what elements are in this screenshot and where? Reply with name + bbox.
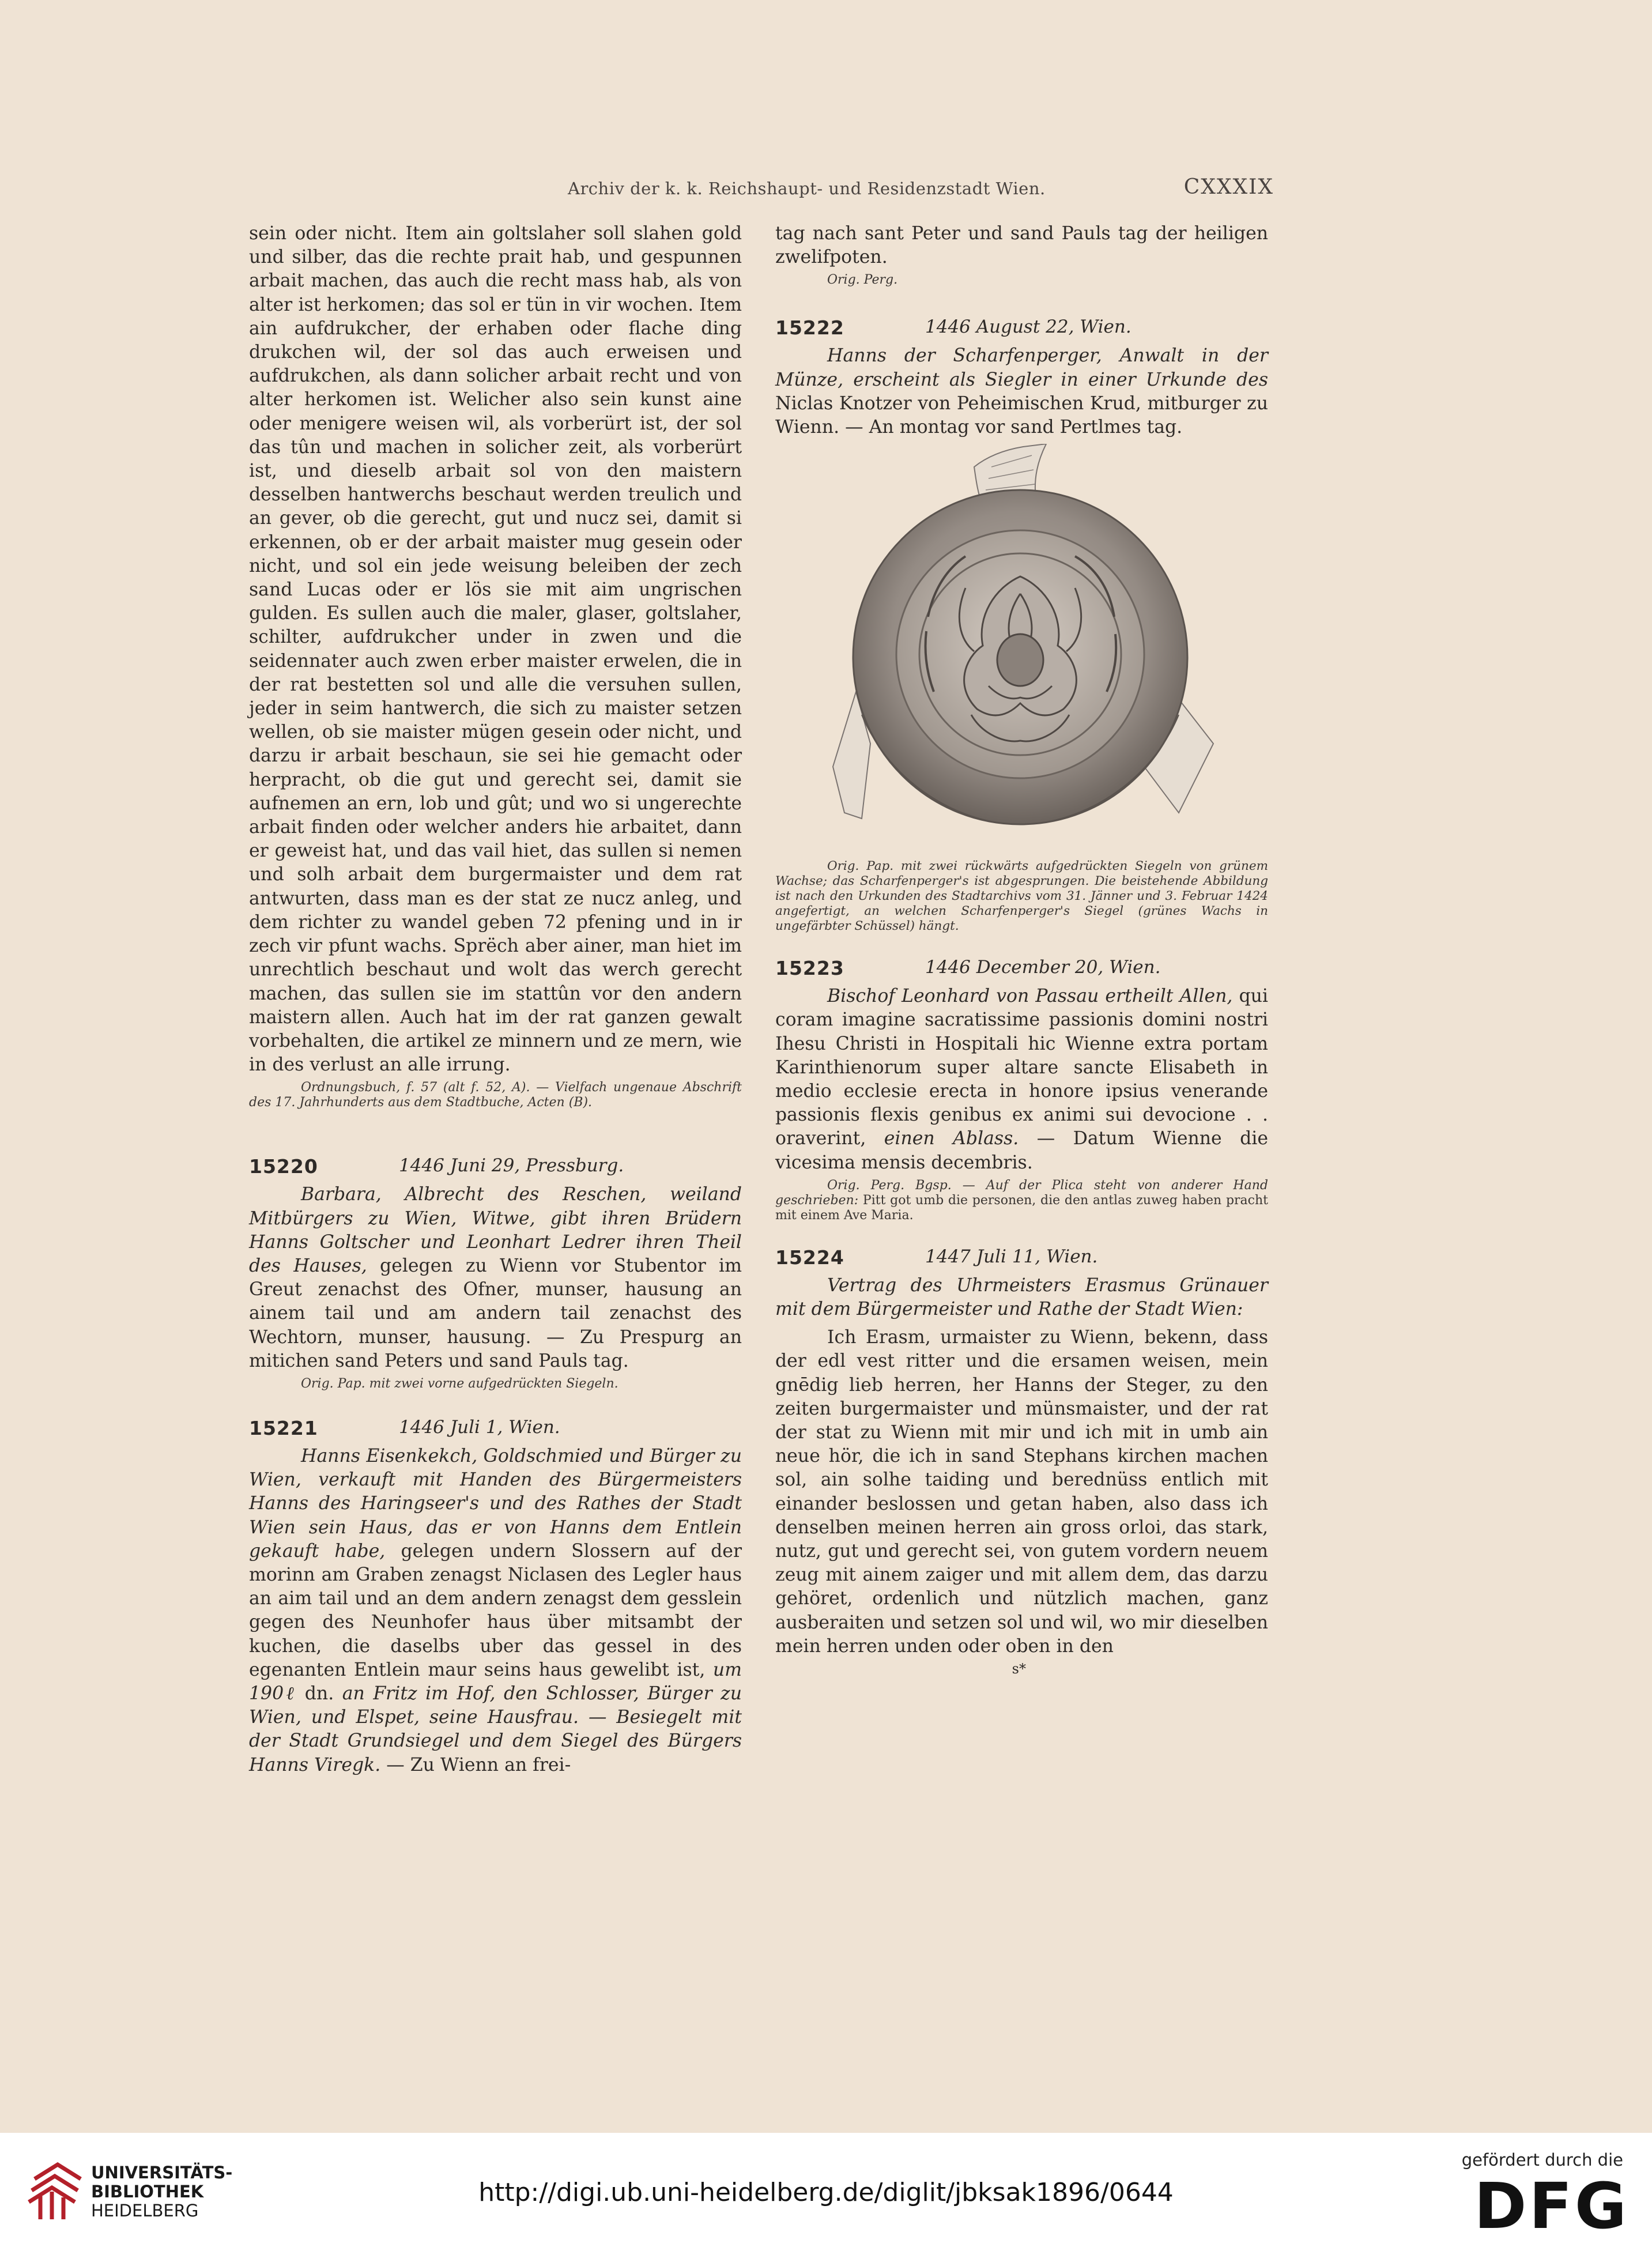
page-number: CXXXIX xyxy=(1183,175,1274,199)
entry-regest: Vertrag des Uhrmeisters Erasmus Grünauer mit dem Bürgermeister und Rathe der Stadt Wien: xyxy=(775,1275,1268,1320)
entry-text: gelegen undern Slossern auf der morinn am Graben zenagst Niclasen des Legler haus an aim tail und an dem andern zenagst dem gesslein gegen des Neunhofer haus über mitsambt der kuchen, die daselbs uber das gessel in des egenanten Entlein maur seins haus gewelibt ist, xyxy=(249,1540,742,1680)
continued-note: Orig. Perg. xyxy=(827,273,898,288)
left-column xyxy=(249,222,742,1777)
entry-15224-body: Ich Erasm, urmaister zu Wienn, bekenn, dass der edl vest ritter und die ersamen weisen, mein gnēdig lieb herren, her Hanns der Steger, zu den zeiten burgermaister und münsmaister, und der rat der stat zu Wienn mit mir und ich mit in umb ain neue hör, die ich in sand Stephans kirchen machen sol, ain solhe taiding und berednüss entlich mit einander beslossen und getan haben, also dass ich denselben meinen herren ain gross orloi, das stark, nutz, gut und gerecht sei, von gutem vordern neuem zeug mit ainem zaiger und mit allem dem, das darzu gehöret, ordenlich und nützlich machen, ganz ausberaiten und setzen sol und wil, wo mir dieselben mein herren unden oder oben in den xyxy=(775,1327,1268,1657)
seal-illustration xyxy=(775,444,1268,859)
dfg-logo: DFG xyxy=(1474,2169,1629,2243)
entry-text-denar: dn. xyxy=(304,1683,334,1704)
entry-15224-regest xyxy=(775,1274,1268,1321)
entry-regest: Barbara, Albrecht des Reschen, weiland Mitbürgers zu Wien, Witwe, gibt ihren Brüdern Hanns Goltscher und Leonhart Ledrer ihren Theil des Hauses, xyxy=(249,1184,742,1276)
entry-number: 15220 xyxy=(249,1155,318,1178)
entry-15221-body xyxy=(249,1445,742,1777)
entry-15223-body xyxy=(775,985,1268,1175)
entry-text: gelegen zu Wienn vor Stubentor im Greut zenachst des Ofner, munser, hausung an ainem tail und am andern tail zenachst des Wechtorn, munser, hausung. — Zu Prespurg an mitichen sand Peters und sand Pauls tag. xyxy=(249,1255,742,1371)
entry-15220-body xyxy=(249,1183,742,1373)
entry-15222-heading xyxy=(775,316,1268,344)
entry-regest: Bischof Leonhard von Passau ertheilt Allen, xyxy=(827,986,1233,1007)
library-name-line2: BIBLIOTHEK xyxy=(91,2182,204,2201)
entry-15224-heading xyxy=(775,1246,1268,1274)
entry-regest: Hanns der Scharfenperger, Anwalt in der Münze, erscheint als Siegler in einer Urkunde des xyxy=(775,345,1268,390)
entry-regest-b: einen Ablass. xyxy=(884,1128,1019,1149)
entry-date: 1446 Juli 1, Wien. xyxy=(399,1416,560,1438)
entry-15223-heading xyxy=(775,957,1268,985)
entry-date: 1447 Juli 11, Wien. xyxy=(925,1246,1098,1267)
entry-price: um 190 xyxy=(249,1659,742,1704)
signature-mark: s* xyxy=(1012,1661,1026,1677)
funded-by-label: gefördert durch die xyxy=(1461,2150,1623,2170)
entry-regest: Hanns Eisenkekch, Goldschmied und Bürger zu Wien, verkauft mit Handen des Bürgermeisters Hanns des Haringseer's und des Rathes der Stadt Wien sein Haus, das er von Hanns dem Entlein gekauft habe, xyxy=(249,1445,742,1562)
entry-number: 15221 xyxy=(249,1416,318,1439)
entry-text-end: — Zu Wienn an frei- xyxy=(386,1754,571,1775)
note-part-b: Pitt got umb die personen, die den antlas zuweg haben pracht mit einem Ave Maria. xyxy=(775,1193,1269,1223)
entry-date: 1446 August 22, Wien. xyxy=(925,316,1131,338)
entry-15220-heading xyxy=(249,1155,742,1183)
digitization-footer xyxy=(0,2133,1652,2251)
right-column xyxy=(775,222,1268,1677)
entry-regest-cont: an Fritz im Hof, den Schlosser, Bürger zu Wien, und Elspet, seine Hausfrau. — Besiegelt mit der Stadt Grundsiegel und dem Siegel des Bürgers Hanns Viregk. xyxy=(249,1683,742,1775)
pound-sign-icon: ℓ xyxy=(284,1683,297,1704)
continued-paragraph: tag nach sant Peter und sand Pauls tag der heiligen zwelifpoten. xyxy=(775,223,1268,268)
wax-seal-icon xyxy=(775,444,1268,859)
note-part-a: Orig. Perg. Bgsp. — Auf der Plica steht von anderer Hand geschrieben: xyxy=(775,1178,1268,1208)
entry-number: 15224 xyxy=(775,1246,844,1269)
entry-number: 15222 xyxy=(775,316,844,340)
library-name-line1: UNIVERSITÄTS- xyxy=(91,2163,233,2182)
entry-text-b: — Datum Wienne die vicesima mensis decembris. xyxy=(775,1128,1268,1173)
entry-text: Niclas Knotzer von Peheimischen Krud, mitburger zu Wienn. — An montag vor sand Pertlmes tag. xyxy=(775,393,1268,438)
entry-15220-note: Orig. Pap. mit zwei vorne aufgedrückten Siegeln. xyxy=(301,1376,618,1391)
entry-date: 1446 Juni 29, Pressburg. xyxy=(399,1155,624,1177)
library-name-line3: HEIDELBERG xyxy=(91,2201,199,2220)
entry-date: 1446 December 20, Wien. xyxy=(925,957,1161,978)
entry-15223-note xyxy=(775,1178,1268,1223)
running-title: Archiv der k. k. Reichshaupt- und Residenzstadt Wien. xyxy=(568,179,1046,198)
entry-number: 15223 xyxy=(775,957,844,980)
page-header xyxy=(248,173,1274,208)
intro-source-note: Ordnungsbuch, f. 57 (alt f. 52, A). — Vielfach ungenaue Abschrift des 17. Jahrhunderts aus dem Stadtbuche, Acten (B). xyxy=(249,1080,742,1110)
permalink-url[interactable]: http://digi.ub.uni-heidelberg.de/diglit/jbksak1896/0644 xyxy=(478,2178,1174,2207)
seal-caption: Orig. Pap. mit zwei rückwärts aufgedrückten Siegeln von grünem Wachse; das Scharfenperger's ist abgesprungen. Die beistehende Abbildung ist nach den Urkunden des Stadtarchivs vom 31. Jänner und 3. Februar 1424 angefertigt, an welchen Scharfenperger's Siegel (grünes Wachs in ungefärbter Schüssel) hängt. xyxy=(775,859,1268,934)
entry-15221-heading xyxy=(249,1417,742,1445)
entry-text: qui coram imagine sacratissime passionis domini nostri Ihesu Christi in Hospitali hic Wienne extra portam Karinthienorum super altare sancte Elisabeth in medio ecclesie erecta in honore ipsius venerande passionis flexis genibus ex animi sui devocione . . oraverint, xyxy=(775,986,1269,1149)
entry-15222-body xyxy=(775,344,1268,439)
intro-paragraph: sein oder nicht. Item ain goltslaher soll slahen gold und silber, das die rechte prait hab, und gespunnen arbait machen, das auch die recht mass hab, als von alter ist herkomen; das sol er tün in vir wochen. Item ain aufdrukcher, der erhaben oder flache ding drukchen wil, der sol das auch erweisen und aufdrukchen, als dann solicher arbait recht und von alter herkomen ist. Welicher also sein kunst aine oder menigere weisen wil, als vorberürt ist, der sol das tûn und machen in solicher zeit, als vorberürt ist, und dieselb arbait sol von den maistern desselben hantwerchs beschaut werden treulich und an gever, ob die gerecht, gut und nucz sei, damit si erkennen, ob er der arbait maister mug gesein oder nicht, und sol ein jede weisung beleiben der zech sand Lucas oder er lös sie mit aim ungrischen gulden. Es sullen auch die maler, glaser, goltslaher, schilter, aufdrukcher under in zwen und die seidennater auch zwen erber maister erwelen, die in der rat bestetten sol und alle die versuhen sullen, jeder in seim hantwerch, die sich zu maister setzen wellen, ob sie maister mügen gesein oder nicht, und darzu ir arbait beschaun, sie sei hie gemacht oder herpracht, ob die gut und gerecht sei, damit sie aufnemen an ern, lob und gût; und wo si ungerechte arbait finden oder welcher anders hie arbaitet, dann er geweist hat, und das vail hiet, das sullen si nemen und solh arbait dem burgermaister und dem rat antwurten, dass man es der stat ze nucz anleg, und dem richter zu wandel geben 72 pfening und in ir zech vir pfunt wachs. Sprëch aber ainer, man hiet im unrechtlich beschaut und wolt das werch gerecht machen, das sullen sie im stattûn vor den andern maistern allen. Auch hat im der rat ganzen gewalt vorbehalten, die artikel ze minnern und ze mern, wie in des verlust an alle irrung. xyxy=(249,223,742,1076)
